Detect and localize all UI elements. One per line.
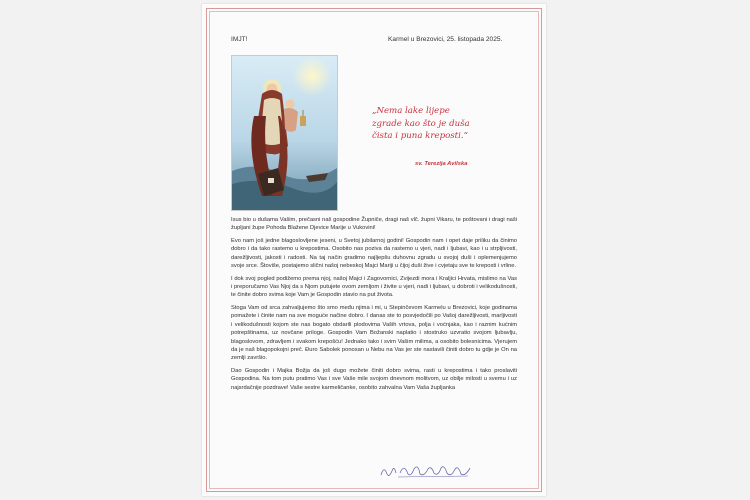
handwritten-signature: [378, 459, 476, 481]
paragraph: Stoga Vam od srca zahvaljujemo što smo među njima i mi, u Stepinčevom Karmelu u Brezovici, koje godinama pomažete i činite nam na sve moguće načine dobro. I danas ste to posvjedočili po Vašoj darežljivosti, marljivosti i velikodušnosti kojom ste nas bogato obdarili plodovima Vaših vrtova, polja i voćnjaka, kao i raznim kućnim potrepštinama, uz novčane priloge. Gospodin Vam Božanski naplatio i stostruko uzvratio svojom ljubavlju, blagoslovom, zdravljem i svakom krepošću! Jednako tako i svim Vašim milima, a osobito bolesnicima. Vjerujem da je naš blagopokojni preč. Đuro Sabolek ponosan u Nebu na Vas jer ste nastavili činiti dobro tu gdje je On na zemlji završio.: [231, 304, 517, 362]
salutation: IMJT!: [231, 36, 248, 43]
quote-author: sv. Terezija Avilska: [415, 161, 468, 167]
paragraph: Dao Gospodin i Majka Božja da još dugo možete činiti dobro svima, rasti u krepostima i tako proslaviti Gospodina. Na tom putu pratimo Vas i sve Vaše mile svojom dnevnom molitvom, uz obilje milosti u svemu i uz najsrdačnije pozdrave! Vaše sestre karmeličanke, osobito zahvalna Vam Vaša župljanka: [231, 367, 517, 391]
paragraph: I dok svoj pogled podižemo prema njoj, našoj Majci i Zagovornici, Zvijezdi mora i Kraljici Hrvata, mislimo na Vas i preporučamo Vas Njoj da s Njom putujete ovom zemljom i živite u vjeri, nadi i ljubavi, u dobroti i velikodušnosti, te činite dobro svima koje Vam je Gospodin stavio na put života.: [231, 275, 517, 299]
quote-line: čista i puna kreposti.“: [372, 131, 468, 141]
quote-line: „Nema lake lijepe: [372, 106, 450, 116]
paragraph: Isus bio u dušama Vašim, prečasni naš gospodine Župniče, dragi naš vlč. župni Vikaru, te poštovani i dragi naši župljani župe Pohoda Blažene Djevice Marije u Vukovini!: [231, 217, 517, 232]
letter-page: [202, 4, 546, 496]
quote: [372, 105, 522, 143]
letter-body: [231, 216, 517, 396]
holy-card-image: [231, 55, 338, 211]
quote-line: zgrade kao što je duša: [372, 118, 470, 129]
paragraph: Evo nam još jedne blagoslovljene jeseni, u Svetoj jubilarnoj godini! Gospodin nam i opet daje priliku da činimo dobro i da tako rastemo u krepostima. Osobito nas poziva da rastemo u vjeri, nadi i ljubavi, kao i u strpljivosti, darežljivosti, jakosti i radosti. Na taj način gradimo najljepšu duhovnu zgradu u svojoj duši i oplemenjujemo svoje srce. Štoviše, postajemo slični našoj nebeskoj Majci Mariji u čijoj duši žive i cvjetaju sve te kreposti i vrline.: [231, 237, 517, 270]
place-date: Karmel u Brezovici, 25. listopada 2025.: [388, 36, 503, 43]
